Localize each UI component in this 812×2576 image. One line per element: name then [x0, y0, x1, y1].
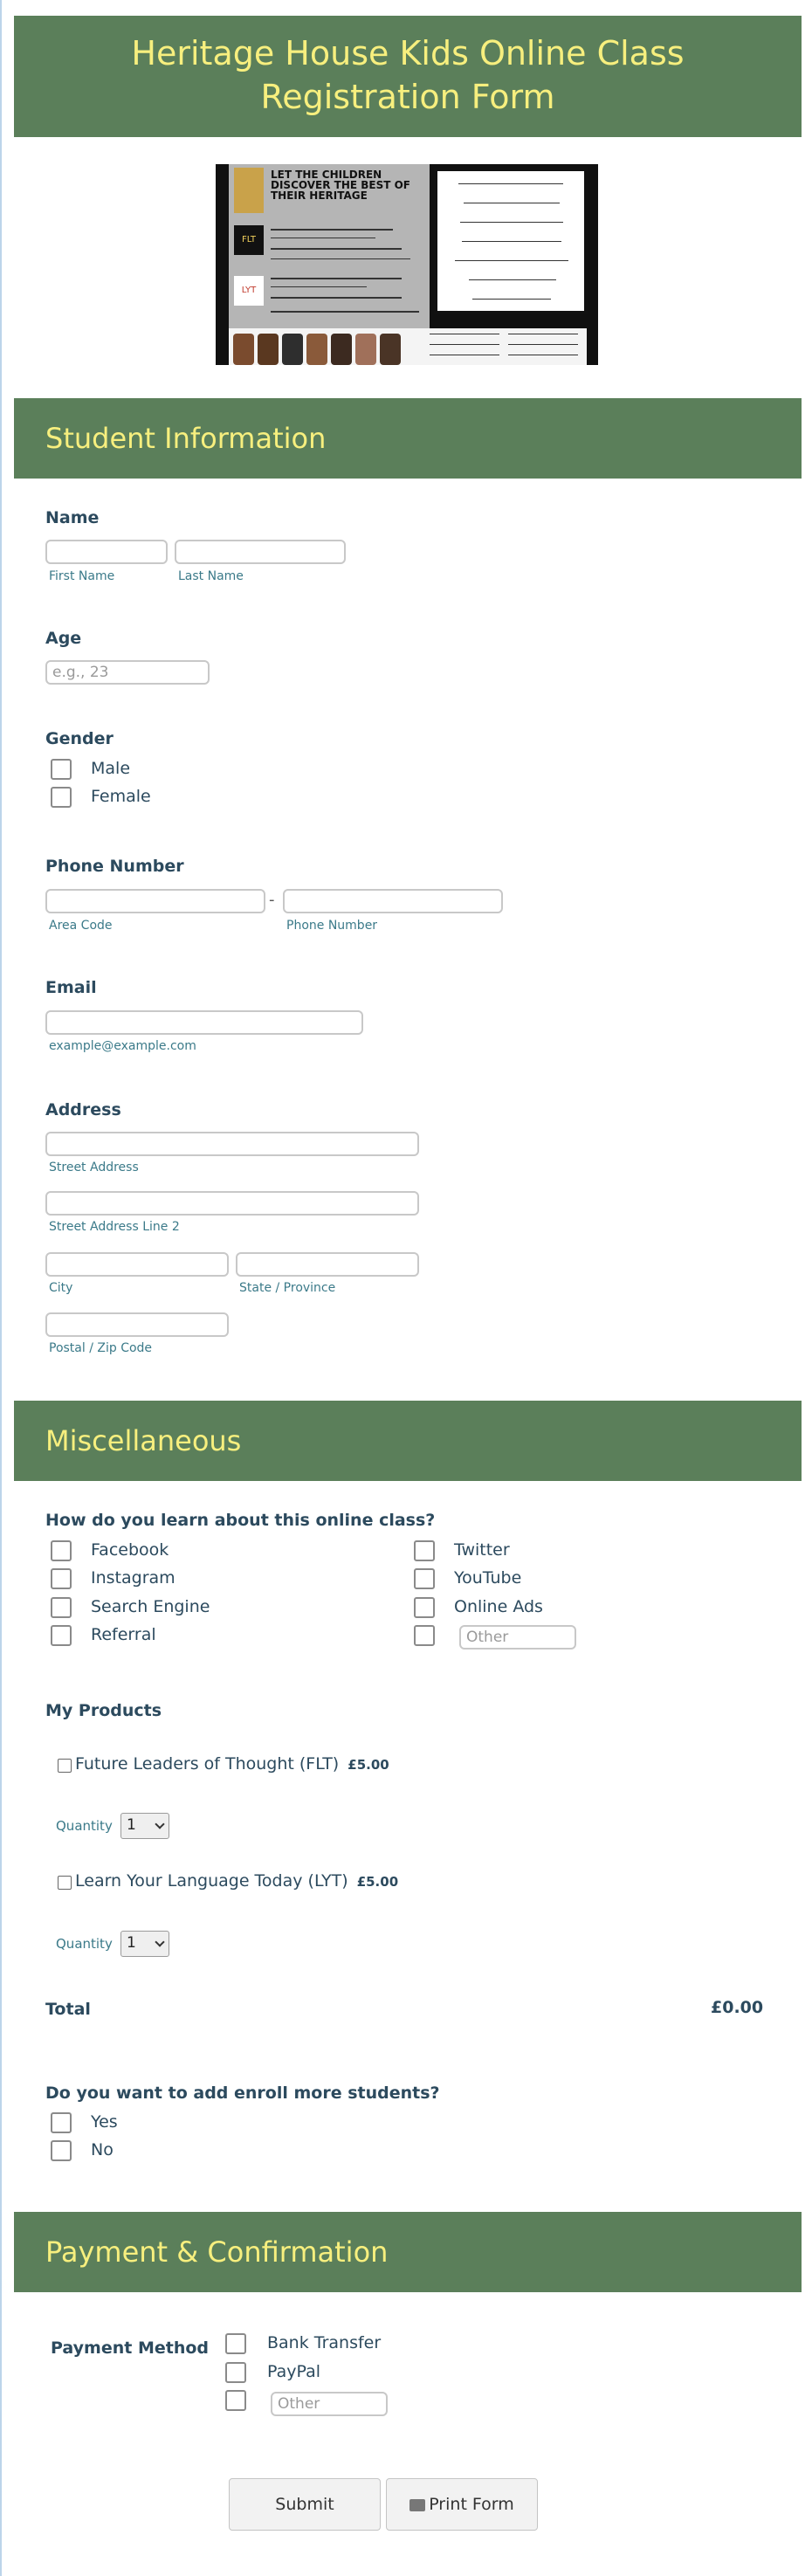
age-label: Age	[45, 629, 82, 648]
more-students-no-checkbox[interactable]	[51, 2140, 72, 2161]
zip-input[interactable]	[45, 1312, 229, 1337]
learn-instagram-label: Instagram	[91, 1568, 175, 1588]
product-flt-checkbox[interactable]	[58, 1759, 72, 1773]
more-students-no-label: No	[91, 2140, 114, 2159]
learn-label: How do you learn about this online class?	[45, 1511, 436, 1530]
name-label: Name	[45, 508, 100, 527]
phone-label: Phone Number	[45, 857, 184, 876]
product-lyt-name	[75, 1871, 398, 1891]
email-sublabel: example@example.com	[49, 1039, 196, 1053]
payment-paypal-label: PayPal	[267, 2362, 321, 2381]
payment-bank-transfer-label: Bank Transfer	[267, 2333, 382, 2352]
chevron-down-icon	[155, 1937, 164, 1946]
learn-youtube-checkbox[interactable]	[414, 1568, 435, 1589]
street-address-line2-input[interactable]	[45, 1191, 419, 1216]
more-students-yes-checkbox[interactable]	[51, 2112, 72, 2133]
section-student-header	[14, 398, 802, 479]
learn-referral-label: Referral	[91, 1625, 156, 1644]
payment-paypal-checkbox[interactable]	[225, 2362, 246, 2383]
payment-other-input[interactable]: Other	[271, 2392, 388, 2416]
product-lyt-price: £5.00	[356, 1874, 399, 1890]
gender-female-label: Female	[91, 787, 151, 806]
learn-online-ads-label: Online Ads	[454, 1597, 543, 1616]
child-photo	[233, 334, 254, 365]
product-flt-name	[75, 1754, 389, 1774]
phone-separator: -	[269, 891, 275, 909]
gender-male-checkbox[interactable]	[51, 759, 72, 780]
section-misc-header	[14, 1401, 802, 1481]
form-title: Heritage House Kids Online Class Registration Form	[131, 34, 685, 116]
zip-sublabel: Postal / Zip Code	[49, 1341, 153, 1355]
street-address-input[interactable]	[45, 1132, 419, 1156]
product-flt-quantity-label: Quantity	[56, 1818, 113, 1834]
total-label: Total	[45, 2000, 91, 2019]
area-code-input[interactable]	[45, 889, 265, 913]
child-photo	[380, 334, 401, 365]
chevron-down-icon	[155, 1819, 164, 1829]
print-form-button[interactable]	[386, 2478, 538, 2531]
learn-twitter-checkbox[interactable]	[414, 1540, 435, 1561]
product-flt-quantity-select[interactable]	[120, 1813, 169, 1839]
flyer-left-panel	[229, 164, 430, 334]
learn-online-ads-checkbox[interactable]	[414, 1597, 435, 1618]
area-code-sublabel: Area Code	[49, 919, 113, 933]
first-name-sublabel: First Name	[49, 569, 115, 583]
child-photo	[258, 334, 279, 365]
section-payment-title: Payment & Confirmation	[45, 2235, 389, 2269]
learn-referral-checkbox[interactable]	[51, 1625, 72, 1646]
gender-label: Gender	[45, 729, 114, 748]
learn-instagram-checkbox[interactable]	[51, 1568, 72, 1589]
last-name-input[interactable]	[175, 540, 346, 564]
city-sublabel: City	[49, 1281, 73, 1295]
lyt-logo: LYT	[234, 276, 264, 306]
phone-number-sublabel: Phone Number	[286, 919, 378, 933]
state-input[interactable]	[236, 1252, 419, 1277]
product-flt-quantity-value: 1	[127, 1816, 136, 1834]
flyer-headline: LET THE CHILDREN DISCOVER THE BEST OF THEIR HERITAGE	[271, 169, 411, 202]
city-input[interactable]	[45, 1252, 229, 1277]
submit-button[interactable]: Submit	[229, 2478, 381, 2531]
product-lyt-quantity-value: 1	[127, 1934, 136, 1952]
total-value: £0.00	[711, 1998, 764, 2017]
child-photo	[306, 334, 327, 365]
product-flt-price: £5.00	[348, 1757, 389, 1773]
age-input[interactable]: e.g., 23	[45, 660, 210, 685]
flyer-activities-box	[434, 168, 588, 314]
payment-other-checkbox[interactable]	[225, 2390, 246, 2411]
learn-search-engine-label: Search Engine	[91, 1597, 210, 1616]
email-label: Email	[45, 978, 97, 997]
child-photo	[282, 334, 303, 365]
product-flt-title: Future Leaders of Thought (FLT)	[75, 1754, 340, 1774]
product-lyt-title: Learn Your Language Today (LYT)	[75, 1871, 348, 1891]
state-sublabel: State / Province	[239, 1281, 336, 1295]
payment-method-label: Payment Method	[51, 2338, 210, 2358]
flt-logo: FLT	[234, 225, 264, 255]
product-lyt-quantity-select[interactable]	[120, 1931, 169, 1957]
child-photo	[355, 334, 376, 365]
section-payment-header	[14, 2212, 802, 2292]
printer-icon	[409, 2499, 425, 2511]
address-label: Address	[45, 1100, 121, 1119]
learn-facebook-checkbox[interactable]	[51, 1540, 72, 1561]
product-lyt-checkbox[interactable]	[58, 1876, 72, 1890]
product-lyt-quantity-label: Quantity	[56, 1936, 113, 1952]
form-header	[14, 16, 802, 137]
email-input[interactable]	[45, 1010, 363, 1035]
gender-female-checkbox[interactable]	[51, 787, 72, 808]
learn-twitter-label: Twitter	[454, 1540, 510, 1560]
learn-other-checkbox[interactable]	[414, 1625, 435, 1646]
learn-search-engine-checkbox[interactable]	[51, 1597, 72, 1618]
more-students-label: Do you want to add enroll more students?	[45, 2084, 440, 2103]
last-name-sublabel: Last Name	[178, 569, 244, 583]
child-photo	[331, 334, 352, 365]
flyer-image	[216, 164, 598, 365]
payment-bank-transfer-checkbox[interactable]	[225, 2333, 246, 2354]
products-label: My Products	[45, 1701, 162, 1720]
phone-number-input[interactable]	[283, 889, 503, 913]
learn-youtube-label: YouTube	[454, 1568, 522, 1588]
learn-other-input[interactable]: Other	[459, 1625, 576, 1650]
section-student-title: Student Information	[45, 422, 327, 455]
section-misc-title: Miscellaneous	[45, 1424, 242, 1457]
print-form-label: Print Form	[429, 2495, 514, 2514]
first-name-input[interactable]	[45, 540, 168, 564]
street-address-sublabel: Street Address	[49, 1161, 139, 1174]
gender-male-label: Male	[91, 759, 131, 778]
more-students-yes-label: Yes	[91, 2112, 118, 2132]
logo-icon	[234, 168, 264, 213]
learn-facebook-label: Facebook	[91, 1540, 169, 1560]
street-address-line2-sublabel: Street Address Line 2	[49, 1220, 180, 1234]
